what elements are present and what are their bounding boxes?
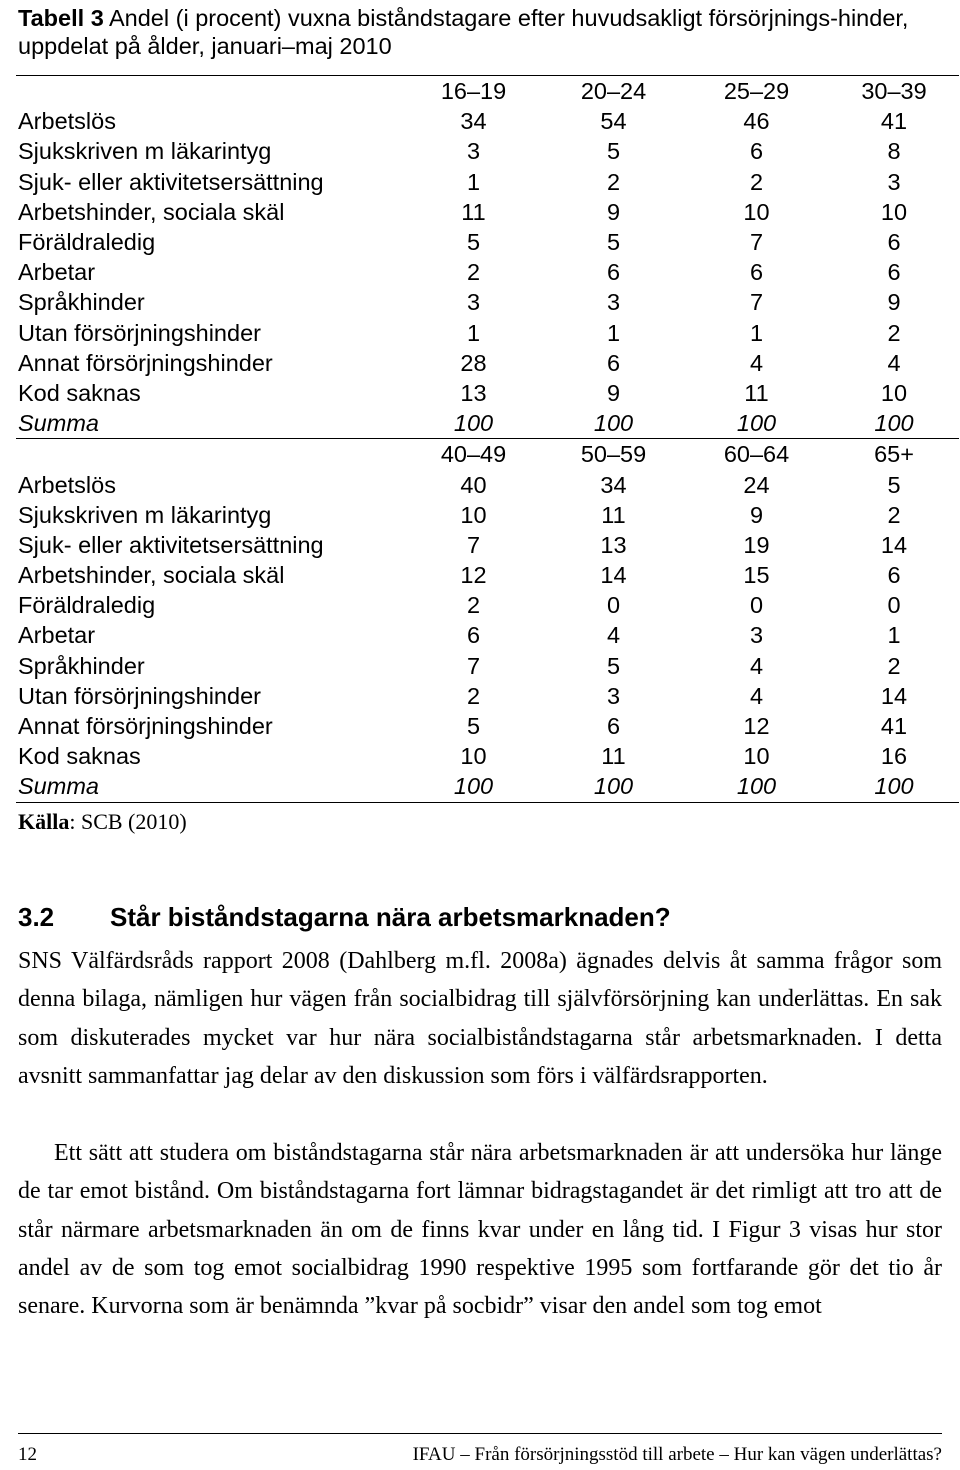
row-label: Språkhinder: [18, 652, 145, 679]
table-cell: 1: [466, 319, 481, 346]
table-cell: 12: [460, 562, 487, 589]
row-label: Utan försörjningshinder: [18, 682, 261, 709]
row-label: Sjukskriven m läkarintyg: [18, 501, 272, 528]
table-header-row: [16, 76, 959, 107]
table-row: [16, 257, 959, 287]
table-cell: 5: [466, 229, 481, 256]
table-cell: 10: [743, 198, 770, 225]
table-cell: 6: [887, 562, 901, 589]
table-cell: 19: [743, 531, 770, 558]
table-row: [16, 348, 959, 378]
table-cell: 7: [749, 229, 764, 256]
table-row: [16, 530, 959, 560]
table-cell: 5: [606, 652, 621, 679]
data-table-container: [16, 75, 957, 803]
running-footer: IFAU – Från försörjningsstöd till arbete – Hur kan vägen underlättas?: [412, 1444, 942, 1465]
table-cell: 9: [887, 289, 901, 316]
table-cell: 3: [887, 168, 901, 195]
table-cell: 11: [744, 379, 769, 406]
page-number: 12: [18, 1444, 37, 1465]
table-cell: 5: [606, 229, 621, 256]
row-label: Arbetar: [18, 259, 96, 286]
table-cell: 2: [466, 592, 481, 619]
table-caption-text: Andel (i procent) vuxna biståndstagare efter huvudsakligt försörjnings-hinder, uppdelat på ålder, januari–maj 2010: [18, 5, 909, 59]
table-cell: 54: [600, 108, 627, 135]
table-cell: 40: [460, 471, 487, 498]
row-label: Föräldraledig: [18, 229, 156, 256]
footer-divider: [18, 1433, 942, 1434]
table-cell: 3: [749, 622, 764, 649]
row-label: Kod saknas: [18, 379, 141, 406]
body-paragraph-2: Ett sätt att studera om biståndstagarna står nära arbetsmarknaden är att undersöka hur länge de tar emot bistånd. Om biståndstagarna fort lämnar bidragstagandet är det rimligt att tro att de står närmare arbetsmarknaden än om de finns kvar under en lång tid. I Figur 3 visas hur stor andel av de som tog emot socialbidrag 1990 respektive 1995 som fortfarande gör det tio år senare. Kurvorna som är benämnda ”kvar på socbidr” visar den andel som tog emot: [18, 1140, 942, 1320]
table-cell: 6: [749, 138, 764, 165]
table-row: [16, 318, 959, 348]
row-label: Kod saknas: [18, 743, 141, 770]
table-cell: 2: [887, 319, 901, 346]
table-cell: 1: [887, 622, 901, 649]
table-cell: 2: [749, 168, 764, 195]
row-label: Arbetshinder, sociala skäl: [18, 562, 285, 589]
column-header: 50–59: [543, 439, 684, 470]
table-cell: 14: [600, 562, 627, 589]
table-row: [16, 287, 959, 317]
data-table: [16, 75, 959, 803]
table-cell: 6: [887, 229, 901, 256]
table-cell: 11: [601, 501, 626, 528]
column-header: 25–29: [684, 76, 829, 107]
table-cell: 3: [466, 138, 481, 165]
table-cell: 7: [466, 531, 481, 558]
table-cell: 0: [606, 592, 621, 619]
table-cell: 6: [606, 713, 621, 740]
sum-label: Summa: [16, 771, 404, 802]
table-cell: 2: [606, 168, 621, 195]
body-paragraph-1: SNS Välfärdsråds rapport 2008 (Dahlberg m.fl. 2008a) ägnades delvis åt samma frågor som denna bilaga, nämligen hur vägen från socialbidrag till självförsörjning kan underlättas. En sak som diskuterades mycket var hur nära socialbiståndstagarna står arbetsmarknaden. I detta avsnitt sammanfattar jag delar av den diskussion som förs i välfärdsrapporten.: [18, 948, 942, 1089]
table-cell: 2: [466, 259, 481, 286]
table-caption: [18, 4, 948, 60]
row-label: Utan försörjningshinder: [18, 319, 261, 346]
table-cell: 9: [606, 198, 621, 225]
table-cell: 3: [606, 682, 621, 709]
column-header: 40–49: [404, 439, 543, 470]
table-row: [16, 106, 959, 136]
column-header: 65+: [829, 439, 959, 470]
table-source: [18, 808, 187, 836]
column-header: 16–19: [404, 76, 543, 107]
table-cell: 14: [880, 531, 908, 558]
table-cell: 10: [743, 743, 770, 770]
row-label: Föräldraledig: [18, 592, 156, 619]
source-text: : SCB (2010): [69, 809, 187, 834]
table-cell: 1: [466, 168, 481, 195]
table-cell: 2: [466, 682, 481, 709]
table-row: [16, 136, 959, 166]
table-row: [16, 197, 959, 227]
table-cell: 2: [887, 501, 901, 528]
table-cell: 34: [600, 471, 627, 498]
table-cell: 11: [461, 198, 486, 225]
table-cell: 6: [887, 259, 901, 286]
table-row: [16, 741, 959, 771]
table-cell: 5: [466, 713, 481, 740]
table-row: [16, 500, 959, 530]
row-label: Sjukskriven m läkarintyg: [18, 138, 272, 165]
table-row: [16, 620, 959, 650]
table-cell: 4: [749, 349, 764, 376]
table-cell: 5: [606, 138, 621, 165]
table-cell: 5: [887, 471, 901, 498]
header-empty-cell: [16, 439, 404, 470]
table-cell: 34: [460, 108, 487, 135]
table-cell: 16: [880, 743, 908, 770]
sum-cell: 100: [829, 408, 959, 439]
row-label: Arbetshinder, sociala skäl: [18, 198, 285, 225]
table-cell: 2: [887, 652, 901, 679]
table-cell: 4: [606, 622, 621, 649]
table-cell: 28: [460, 349, 487, 376]
sum-cell: 100: [684, 771, 829, 802]
table-row: [16, 651, 959, 681]
sum-cell: 100: [684, 408, 829, 439]
sum-cell: 100: [404, 771, 543, 802]
table-row: [16, 167, 959, 197]
table-row: [16, 378, 959, 408]
section-title: Står biståndstagarna nära arbetsmarknaden?: [110, 902, 671, 932]
table-cell: 11: [601, 743, 626, 770]
table-cell: 9: [606, 379, 621, 406]
table-cell: 13: [460, 379, 487, 406]
table-cell: 3: [606, 289, 621, 316]
table-cell: 1: [749, 319, 764, 346]
table-cell: 10: [880, 198, 908, 225]
table-caption-label: Tabell 3: [18, 5, 104, 31]
row-label: Sjuk- eller aktivitetsersättning: [18, 531, 324, 558]
table-cell: 46: [743, 108, 770, 135]
table-cell: 41: [880, 108, 908, 135]
sum-cell: 100: [404, 408, 543, 439]
table-row: [16, 681, 959, 711]
row-label: Språkhinder: [18, 289, 145, 316]
column-header: 20–24: [543, 76, 684, 107]
row-label: Sjuk- eller aktivitetsersättning: [18, 168, 324, 195]
section-number: 3.2: [18, 902, 55, 932]
table-cell: 10: [460, 501, 487, 528]
table-cell: 4: [749, 652, 764, 679]
table-cell: 1: [606, 319, 621, 346]
table-cell: 9: [749, 501, 764, 528]
column-header: 30–39: [829, 76, 959, 107]
table-cell: 13: [600, 531, 627, 558]
header-empty-cell: [16, 76, 404, 107]
row-label: Arbetslös: [18, 108, 116, 135]
row-label: Arbetar: [18, 622, 96, 649]
column-header: 60–64: [684, 439, 829, 470]
table-cell: 3: [466, 289, 481, 316]
table-cell: 7: [749, 289, 764, 316]
sum-cell: 100: [543, 408, 684, 439]
table-cell: 0: [749, 592, 764, 619]
table-cell: 4: [749, 682, 764, 709]
table-cell: 7: [466, 652, 481, 679]
row-label: Arbetslös: [18, 471, 116, 498]
sum-cell: 100: [829, 771, 959, 802]
table-cell: 6: [606, 349, 621, 376]
table-cell: 6: [606, 259, 621, 286]
table-sum-row: [16, 408, 959, 439]
table-cell: 24: [743, 471, 770, 498]
table-cell: 6: [749, 259, 764, 286]
table-cell: 0: [887, 592, 901, 619]
table-cell: 15: [743, 562, 770, 589]
table-cell: 10: [880, 379, 908, 406]
sum-cell: 100: [543, 771, 684, 802]
table-sum-row: [16, 771, 959, 802]
table-row: [16, 227, 959, 257]
table-row: [16, 590, 959, 620]
row-label: Annat försörjningshinder: [18, 713, 273, 740]
table-row: [16, 560, 959, 590]
table-cell: 8: [887, 138, 901, 165]
table-cell: 12: [743, 713, 770, 740]
table-cell: 4: [887, 349, 901, 376]
sum-label: Summa: [16, 408, 404, 439]
table-row: [16, 469, 959, 499]
section-heading: [18, 900, 671, 934]
table-cell: 10: [460, 743, 487, 770]
table-cell: 14: [880, 682, 908, 709]
row-label: Annat försörjningshinder: [18, 349, 273, 376]
table-cell: 41: [880, 713, 908, 740]
table-cell: 6: [466, 622, 481, 649]
table-header-row: [16, 439, 959, 470]
source-label: Källa: [18, 809, 70, 834]
table-row: [16, 711, 959, 741]
